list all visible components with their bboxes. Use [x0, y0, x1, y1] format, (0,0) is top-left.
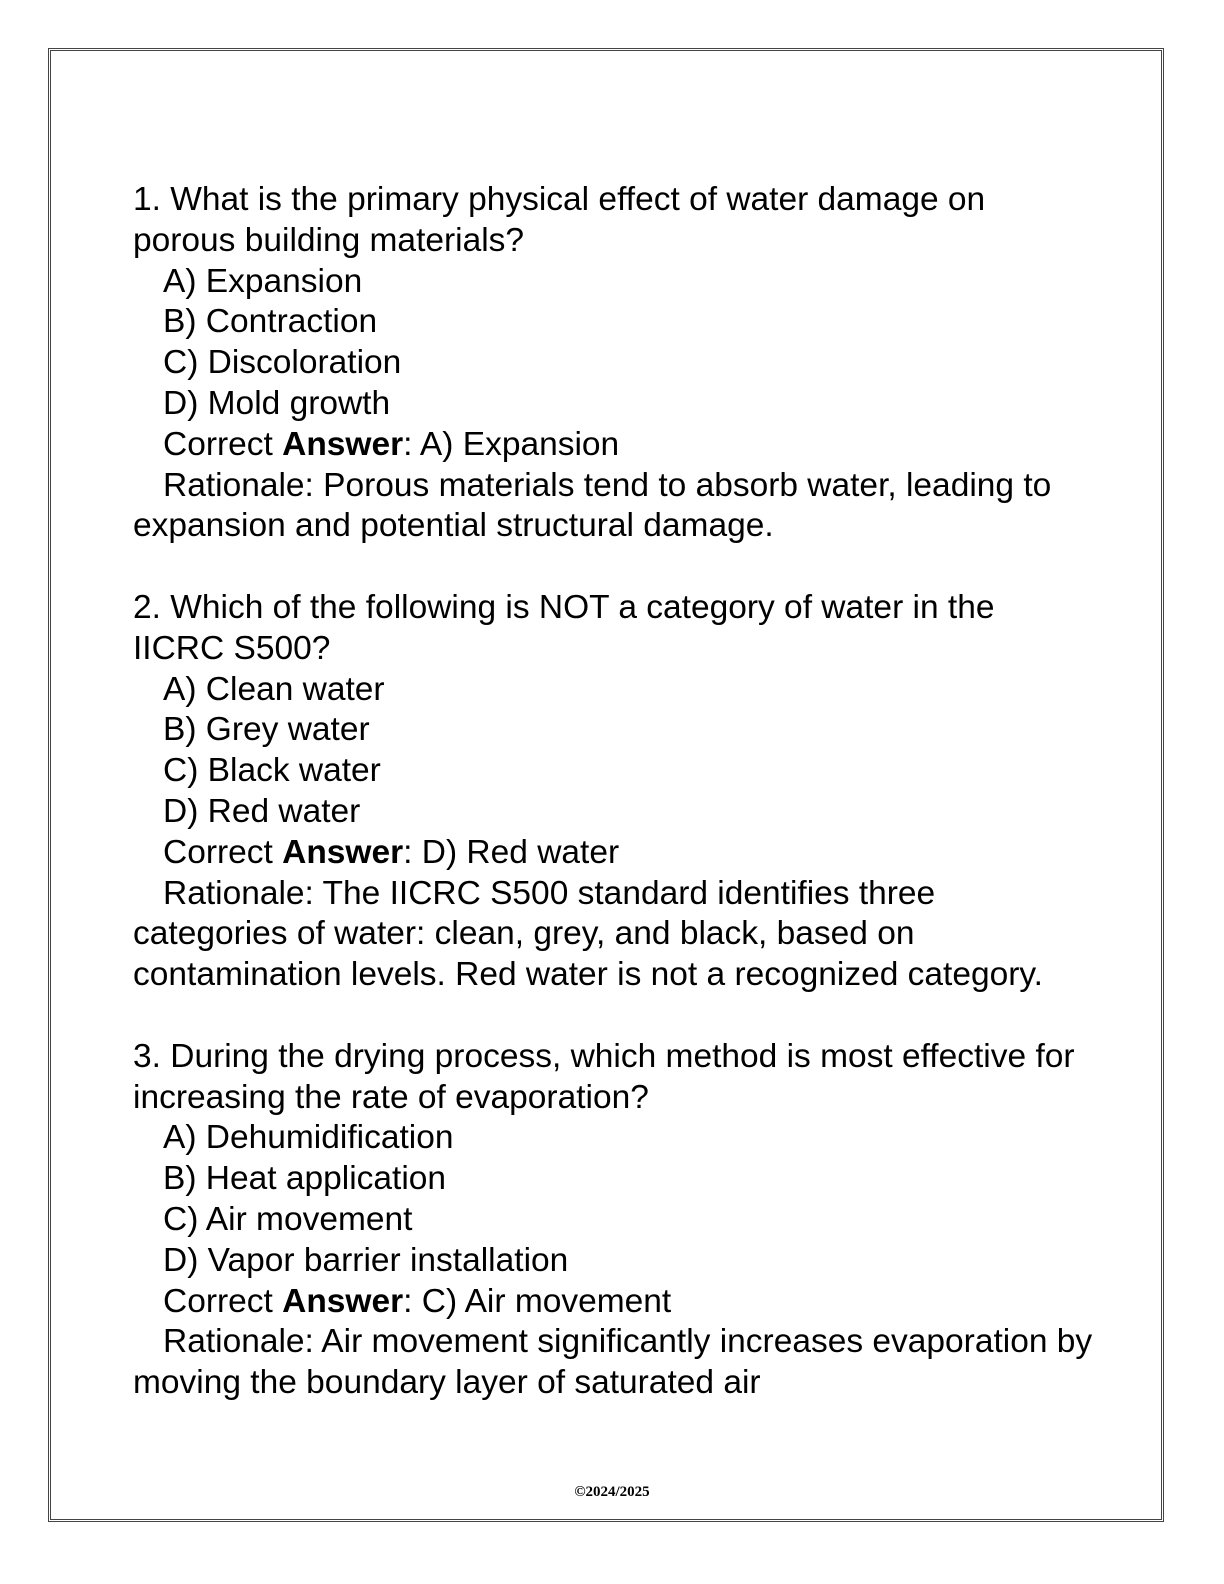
correct-answer — [133, 1282, 1093, 1323]
option-b: B) Grey water — [163, 711, 370, 749]
rationale: Rationale: Porous materials tend to absorb water, leading to expansion and potential structural damage. — [133, 466, 1052, 545]
option-d: D) Mold growth — [163, 384, 391, 422]
option-b: B) Contraction — [163, 303, 378, 341]
correct-prefix: Correct — [163, 425, 283, 463]
question-2 — [133, 588, 1093, 996]
question-text: 1. What is the primary physical effect of water damage on porous building materials? — [133, 181, 986, 259]
question-3 — [133, 1037, 1093, 1404]
option-c: C) Black water — [163, 752, 381, 790]
option-a: A) Dehumidification — [163, 1119, 454, 1157]
copyright-footer: ©2024/2025 — [574, 1484, 650, 1500]
document-body — [133, 180, 1093, 1445]
answer-label: Answer — [282, 425, 404, 463]
option-d: D) Vapor barrier installation — [163, 1241, 569, 1279]
rationale: Rationale: The IICRC S500 standard identifies three categories of water: clean, grey, and black, based on contamination levels. Red water is not a recognized category. — [133, 874, 1043, 994]
question-1 — [133, 180, 1093, 547]
option-a: A) Expansion — [163, 262, 363, 300]
option-c: C) Discoloration — [163, 344, 402, 382]
answer-label: Answer — [282, 833, 404, 871]
correct-prefix: Correct — [163, 833, 283, 871]
option-c: C) Air movement — [163, 1200, 413, 1238]
question-text: 2. Which of the following is NOT a category of water in the IICRC S500? — [133, 588, 995, 667]
correct-answer — [133, 833, 1093, 874]
correct-value: : A) Expansion — [403, 425, 620, 463]
answer-label: Answer — [282, 1282, 404, 1320]
correct-value: : C) Air movement — [403, 1282, 672, 1320]
option-a: A) Clean water — [163, 670, 385, 708]
correct-answer — [133, 425, 1093, 466]
option-b: B) Heat application — [163, 1160, 447, 1198]
question-text: 3. During the drying process, which method is most effective for increasing the rate of evaporation? — [133, 1037, 1075, 1116]
correct-prefix: Correct — [163, 1282, 283, 1320]
option-d: D) Red water — [163, 792, 361, 830]
rationale: Rationale: Air movement significantly increases evaporation by moving the boundary layer of saturated air — [133, 1323, 1093, 1402]
correct-value: : D) Red water — [403, 833, 620, 871]
